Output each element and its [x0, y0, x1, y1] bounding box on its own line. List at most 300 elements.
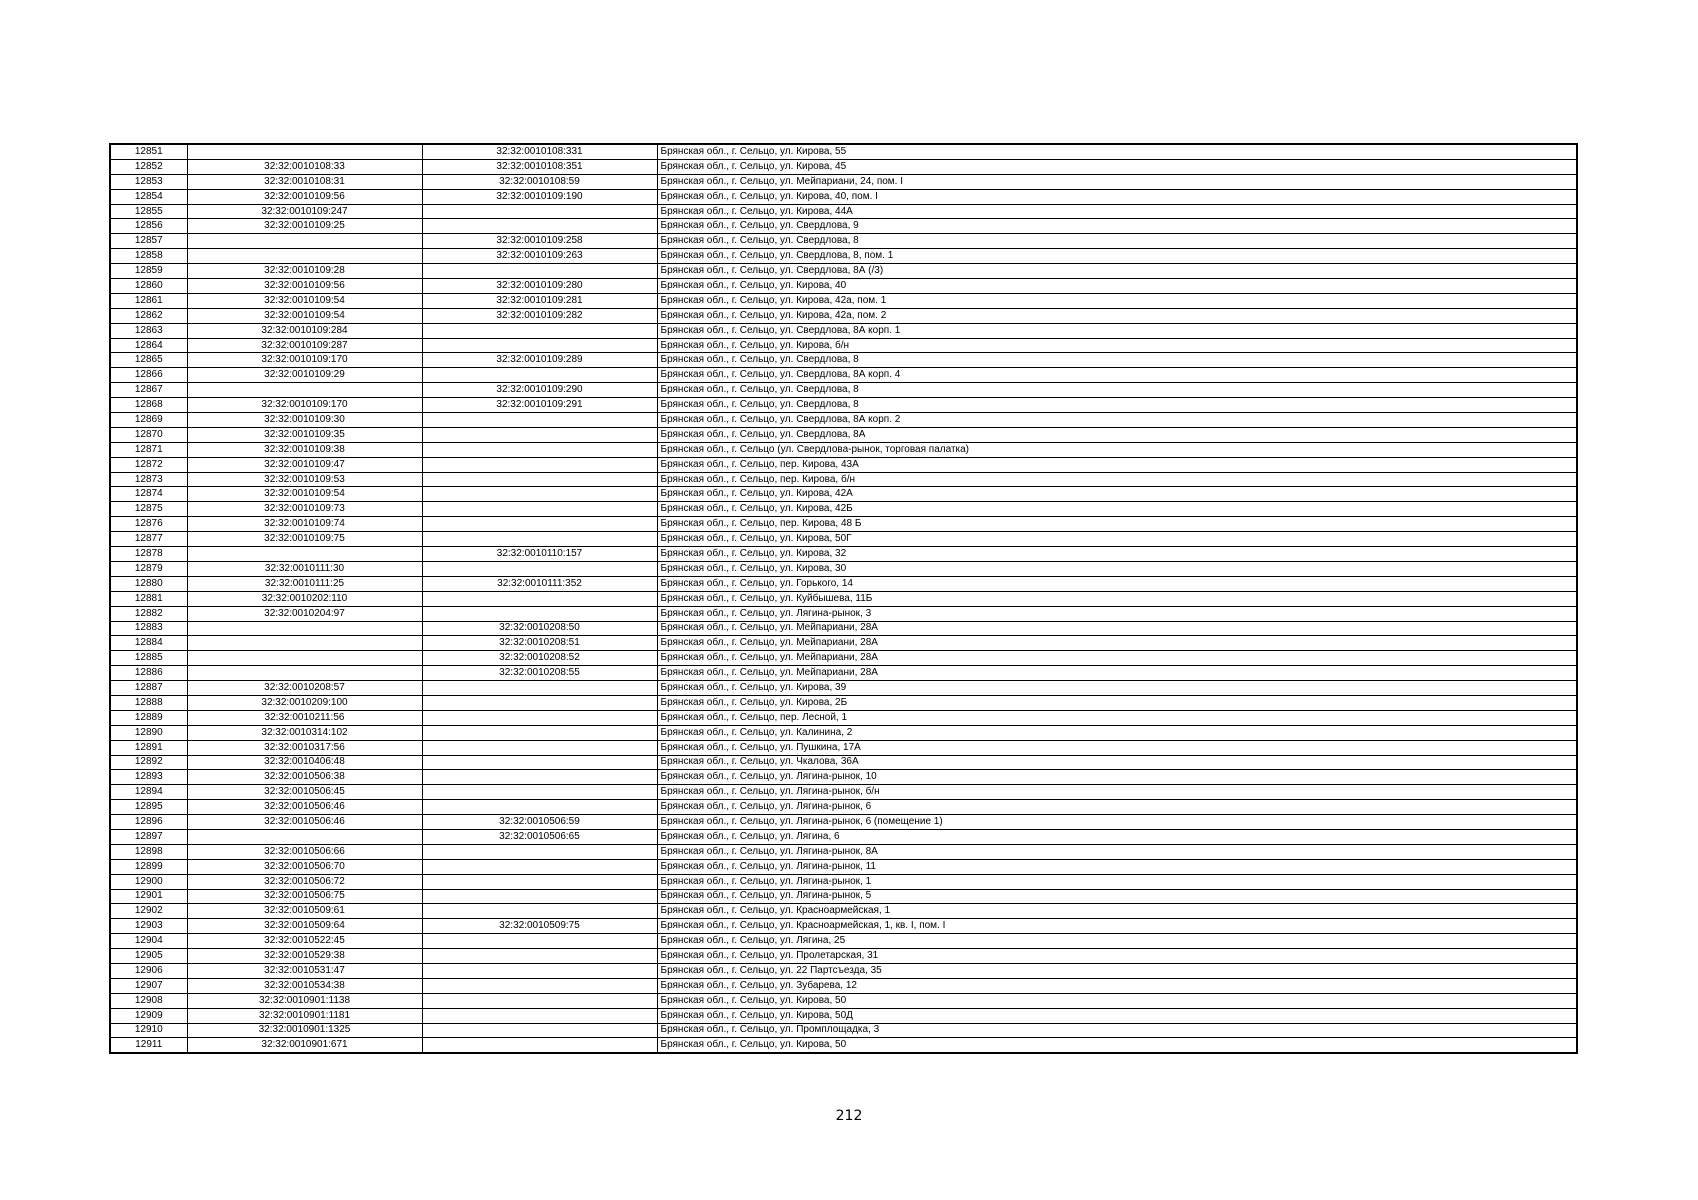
- address-cell: Брянская обл., г. Сельцо, ул. Свердлова, 8: [657, 353, 1577, 368]
- linked-cadastral-number-cell: [422, 264, 657, 279]
- cadastral-number-cell: 32:32:0010111:30: [187, 561, 422, 576]
- table-row: [110, 859, 1577, 874]
- cadastral-number-cell: 32:32:0010109:35: [187, 427, 422, 442]
- table-row: [110, 398, 1577, 413]
- row-number-cell: 12900: [110, 874, 187, 889]
- row-number-cell: 12889: [110, 710, 187, 725]
- address-cell: Брянская обл., г. Сельцо, ул. Кирова, 45: [657, 159, 1577, 174]
- table-row: [110, 502, 1577, 517]
- cadastral-number-cell: 32:32:0010317:56: [187, 740, 422, 755]
- table-row: [110, 770, 1577, 785]
- row-number-cell: 12852: [110, 159, 187, 174]
- table-row: [110, 725, 1577, 740]
- table-row: [110, 472, 1577, 487]
- table-row: [110, 934, 1577, 949]
- row-number-cell: 12886: [110, 666, 187, 681]
- address-cell: Брянская обл., г. Сельцо, ул. Кирова, 2Б: [657, 695, 1577, 710]
- table-row: [110, 532, 1577, 547]
- table-row: [110, 338, 1577, 353]
- row-number-cell: 12861: [110, 293, 187, 308]
- table-row: [110, 561, 1577, 576]
- address-cell: Брянская обл., г. Сельцо, ул. Мейпариани, 28А: [657, 636, 1577, 651]
- cadastral-number-cell: 32:32:0010506:46: [187, 815, 422, 830]
- linked-cadastral-number-cell: [422, 487, 657, 502]
- linked-cadastral-number-cell: [422, 413, 657, 428]
- address-cell: Брянская обл., г. Сельцо, ул. Красноармейская, 1, кв. I, пом. I: [657, 919, 1577, 934]
- address-cell: Брянская обл., г. Сельцо, ул. Кирова, 40: [657, 279, 1577, 294]
- row-number-cell: 12907: [110, 978, 187, 993]
- linked-cadastral-number-cell: 32:32:0010208:52: [422, 651, 657, 666]
- address-cell: Брянская обл., г. Сельцо, ул. Кирова, 44А: [657, 204, 1577, 219]
- row-number-cell: 12868: [110, 398, 187, 413]
- table-row: [110, 517, 1577, 532]
- address-cell: Брянская обл., г. Сельцо, ул. Кирова, 42А: [657, 487, 1577, 502]
- page-number: 212: [835, 1108, 863, 1124]
- row-number-cell: 12883: [110, 621, 187, 636]
- table-row: [110, 1038, 1577, 1053]
- cadastral-number-cell: 32:32:0010506:72: [187, 874, 422, 889]
- linked-cadastral-number-cell: [422, 472, 657, 487]
- linked-cadastral-number-cell: [422, 949, 657, 964]
- row-number-cell: 12909: [110, 1008, 187, 1023]
- address-cell: Брянская обл., г. Сельцо, ул. Красноармейская, 1: [657, 904, 1577, 919]
- table-row: [110, 234, 1577, 249]
- table-row: [110, 219, 1577, 234]
- row-number-cell: 12854: [110, 189, 187, 204]
- linked-cadastral-number-cell: [422, 323, 657, 338]
- cadastral-number-cell: 32:32:0010529:38: [187, 949, 422, 964]
- cadastral-number-cell: 32:32:0010522:45: [187, 934, 422, 949]
- address-cell: Брянская обл., г. Сельцо, ул. Промплощадка, 3: [657, 1023, 1577, 1038]
- cadastral-number-cell: [187, 249, 422, 264]
- address-cell: Брянская обл., г. Сельцо, ул. Свердлова, 9: [657, 219, 1577, 234]
- table-row: [110, 904, 1577, 919]
- cadastral-number-cell: 32:32:0010109:30: [187, 413, 422, 428]
- address-cell: Брянская обл., г. Сельцо, ул. Кирова, 50Д: [657, 1008, 1577, 1023]
- row-number-cell: 12897: [110, 829, 187, 844]
- row-number-cell: 12881: [110, 591, 187, 606]
- cadastral-number-cell: 32:32:0010109:54: [187, 293, 422, 308]
- cadastral-number-cell: 32:32:0010204:97: [187, 606, 422, 621]
- linked-cadastral-number-cell: 32:32:0010111:352: [422, 576, 657, 591]
- address-cell: Брянская обл., г. Сельцо, пер. Кирова, б/н: [657, 472, 1577, 487]
- address-cell: Брянская обл., г. Сельцо, ул. Лягина, 6: [657, 829, 1577, 844]
- address-cell: Брянская обл., г. Сельцо, ул. Лягина-рынок, 11: [657, 859, 1577, 874]
- address-cell: Брянская обл., г. Сельцо, ул. Кирова, 32: [657, 547, 1577, 562]
- cadastral-number-cell: [187, 636, 422, 651]
- cadastral-number-cell: 32:32:0010534:38: [187, 978, 422, 993]
- address-cell: Брянская обл., г. Сельцо, пер. Кирова, 48 Б: [657, 517, 1577, 532]
- address-cell: Брянская обл., г. Сельцо, ул. Кирова, 42а, пом. 2: [657, 308, 1577, 323]
- row-number-cell: 12880: [110, 576, 187, 591]
- cadastral-number-cell: 32:32:0010109:38: [187, 442, 422, 457]
- linked-cadastral-number-cell: [422, 532, 657, 547]
- row-number-cell: 12891: [110, 740, 187, 755]
- linked-cadastral-number-cell: [422, 844, 657, 859]
- row-number-cell: 12862: [110, 308, 187, 323]
- cadastral-number-cell: 32:32:0010314:102: [187, 725, 422, 740]
- table-row: [110, 740, 1577, 755]
- linked-cadastral-number-cell: [422, 978, 657, 993]
- cadastral-number-cell: 32:32:0010109:75: [187, 532, 422, 547]
- address-cell: Брянская обл., г. Сельцо, ул. Лягина-рынок, б/н: [657, 785, 1577, 800]
- table-row: [110, 576, 1577, 591]
- table-row: [110, 621, 1577, 636]
- table-row: [110, 264, 1577, 279]
- cadastral-number-cell: 32:32:0010108:33: [187, 159, 422, 174]
- address-cell: Брянская обл., г. Сельцо, ул. Чкалова, 36А: [657, 755, 1577, 770]
- linked-cadastral-number-cell: 32:32:0010109:289: [422, 353, 657, 368]
- cadastral-number-cell: 32:32:0010109:170: [187, 398, 422, 413]
- registry-table-body: [110, 144, 1577, 1053]
- table-row: [110, 800, 1577, 815]
- row-number-cell: 12860: [110, 279, 187, 294]
- cadastral-number-cell: 32:32:0010531:47: [187, 963, 422, 978]
- linked-cadastral-number-cell: [422, 204, 657, 219]
- cadastral-number-cell: 32:32:0010109:170: [187, 353, 422, 368]
- linked-cadastral-number-cell: 32:32:0010109:282: [422, 308, 657, 323]
- linked-cadastral-number-cell: [422, 785, 657, 800]
- address-cell: Брянская обл., г. Сельцо, ул. Кирова, 42Б: [657, 502, 1577, 517]
- cadastral-number-cell: 32:32:0010506:38: [187, 770, 422, 785]
- linked-cadastral-number-cell: [422, 889, 657, 904]
- linked-cadastral-number-cell: [422, 338, 657, 353]
- address-cell: Брянская обл., г. Сельцо, ул. Мейпариани, 28А: [657, 666, 1577, 681]
- linked-cadastral-number-cell: [422, 1008, 657, 1023]
- table-row: [110, 174, 1577, 189]
- cadastral-number-cell: 32:32:0010109:29: [187, 368, 422, 383]
- row-number-cell: 12871: [110, 442, 187, 457]
- row-number-cell: 12872: [110, 457, 187, 472]
- linked-cadastral-number-cell: 32:32:0010109:263: [422, 249, 657, 264]
- table-row: [110, 681, 1577, 696]
- cadastral-number-cell: 32:32:0010109:54: [187, 487, 422, 502]
- address-cell: Брянская обл., г. Сельцо, ул. Кирова, 42а, пом. 1: [657, 293, 1577, 308]
- row-number-cell: 12870: [110, 427, 187, 442]
- table-row: [110, 755, 1577, 770]
- cadastral-number-cell: 32:32:0010506:66: [187, 844, 422, 859]
- row-number-cell: 12877: [110, 532, 187, 547]
- row-number-cell: 12908: [110, 993, 187, 1008]
- table-row: [110, 204, 1577, 219]
- table-row: [110, 249, 1577, 264]
- row-number-cell: 12904: [110, 934, 187, 949]
- address-cell: Брянская обл., г. Сельцо, ул. Свердлова, 8: [657, 383, 1577, 398]
- row-number-cell: 12869: [110, 413, 187, 428]
- row-number-cell: 12884: [110, 636, 187, 651]
- cadastral-number-cell: 32:32:0010109:247: [187, 204, 422, 219]
- cadastral-number-cell: 32:32:0010901:671: [187, 1038, 422, 1053]
- cadastral-number-cell: 32:32:0010211:56: [187, 710, 422, 725]
- address-cell: Брянская обл., г. Сельцо, ул. Куйбышева, 11Б: [657, 591, 1577, 606]
- linked-cadastral-number-cell: 32:32:0010509:75: [422, 919, 657, 934]
- linked-cadastral-number-cell: 32:32:0010109:258: [422, 234, 657, 249]
- linked-cadastral-number-cell: [422, 1023, 657, 1038]
- row-number-cell: 12867: [110, 383, 187, 398]
- cadastral-number-cell: 32:32:0010208:57: [187, 681, 422, 696]
- linked-cadastral-number-cell: 32:32:0010506:59: [422, 815, 657, 830]
- row-number-cell: 12873: [110, 472, 187, 487]
- linked-cadastral-number-cell: [422, 219, 657, 234]
- cadastral-number-cell: [187, 621, 422, 636]
- cadastral-number-cell: 32:32:0010506:70: [187, 859, 422, 874]
- linked-cadastral-number-cell: [422, 427, 657, 442]
- address-cell: Брянская обл., г. Сельцо, ул. Свердлова, 8А корп. 2: [657, 413, 1577, 428]
- cadastral-number-cell: [187, 547, 422, 562]
- row-number-cell: 12875: [110, 502, 187, 517]
- cadastral-number-cell: 32:32:0010901:1181: [187, 1008, 422, 1023]
- table-row: [110, 978, 1577, 993]
- row-number-cell: 12905: [110, 949, 187, 964]
- row-number-cell: 12894: [110, 785, 187, 800]
- table-row: [110, 606, 1577, 621]
- address-cell: Брянская обл., г. Сельцо, ул. Лягина-рынок, 3: [657, 606, 1577, 621]
- address-cell: Брянская обл., г. Сельцо, ул. Кирова, 50: [657, 993, 1577, 1008]
- row-number-cell: 12896: [110, 815, 187, 830]
- table-row: [110, 353, 1577, 368]
- table-row: [110, 785, 1577, 800]
- linked-cadastral-number-cell: 32:32:0010109:291: [422, 398, 657, 413]
- linked-cadastral-number-cell: [422, 740, 657, 755]
- row-number-cell: 12855: [110, 204, 187, 219]
- table-row: [110, 547, 1577, 562]
- table-row: [110, 949, 1577, 964]
- address-cell: Брянская обл., г. Сельцо, ул. Пролетарская, 31: [657, 949, 1577, 964]
- address-cell: Брянская обл., г. Сельцо, ул. Свердлова, 8А корп. 1: [657, 323, 1577, 338]
- address-cell: Брянская обл., г. Сельцо, ул. Свердлова, 8: [657, 398, 1577, 413]
- table-row: [110, 1008, 1577, 1023]
- linked-cadastral-number-cell: [422, 1038, 657, 1053]
- address-cell: Брянская обл., г. Сельцо, ул. Свердлова, 8А: [657, 427, 1577, 442]
- address-cell: Брянская обл., г. Сельцо, ул. Свердлова, 8А (/3): [657, 264, 1577, 279]
- linked-cadastral-number-cell: [422, 591, 657, 606]
- linked-cadastral-number-cell: [422, 457, 657, 472]
- cadastral-number-cell: 32:32:0010109:73: [187, 502, 422, 517]
- cadastral-number-cell: [187, 651, 422, 666]
- cadastral-number-cell: 32:32:0010109:284: [187, 323, 422, 338]
- table-row: [110, 815, 1577, 830]
- table-row: [110, 413, 1577, 428]
- table-row: [110, 1023, 1577, 1038]
- row-number-cell: 12887: [110, 681, 187, 696]
- row-number-cell: 12890: [110, 725, 187, 740]
- row-number-cell: 12898: [110, 844, 187, 859]
- cadastral-number-cell: [187, 829, 422, 844]
- address-cell: Брянская обл., г. Сельцо, ул. Кирова, б/н: [657, 338, 1577, 353]
- cadastral-number-cell: 32:32:0010109:56: [187, 189, 422, 204]
- cadastral-number-cell: 32:32:0010901:1138: [187, 993, 422, 1008]
- linked-cadastral-number-cell: [422, 606, 657, 621]
- address-cell: Брянская обл., г. Сельцо, ул. Кирова, 50: [657, 1038, 1577, 1053]
- cadastral-number-cell: [187, 666, 422, 681]
- cadastral-number-cell: 32:32:0010509:64: [187, 919, 422, 934]
- linked-cadastral-number-cell: 32:32:0010110:157: [422, 547, 657, 562]
- address-cell: Брянская обл., г. Сельцо, ул. 22 Партсъезда, 35: [657, 963, 1577, 978]
- address-cell: Брянская обл., г. Сельцо, ул. Лягина-рынок, 6: [657, 800, 1577, 815]
- address-cell: Брянская обл., г. Сельцо, ул. Горького, 14: [657, 576, 1577, 591]
- table-row: [110, 457, 1577, 472]
- address-cell: Брянская обл., г. Сельцо, ул. Лягина-рынок, 1: [657, 874, 1577, 889]
- address-cell: Брянская обл., г. Сельцо, ул. Лягина-рынок, 5: [657, 889, 1577, 904]
- row-number-cell: 12910: [110, 1023, 187, 1038]
- address-cell: Брянская обл., г. Сельцо, пер. Лесной, 1: [657, 710, 1577, 725]
- cadastral-number-cell: [187, 234, 422, 249]
- linked-cadastral-number-cell: [422, 770, 657, 785]
- table-row: [110, 666, 1577, 681]
- row-number-cell: 12856: [110, 219, 187, 234]
- table-row: [110, 591, 1577, 606]
- linked-cadastral-number-cell: 32:32:0010108:351: [422, 159, 657, 174]
- linked-cadastral-number-cell: [422, 681, 657, 696]
- linked-cadastral-number-cell: [422, 561, 657, 576]
- row-number-cell: 12878: [110, 547, 187, 562]
- linked-cadastral-number-cell: 32:32:0010109:280: [422, 279, 657, 294]
- address-cell: Брянская обл., г. Сельцо, ул. Кирова, 39: [657, 681, 1577, 696]
- cadastral-number-cell: 32:32:0010506:45: [187, 785, 422, 800]
- address-cell: Брянская обл., г. Сельцо, ул. Лягина-рынок, 8А: [657, 844, 1577, 859]
- table-row: [110, 144, 1577, 159]
- cadastral-number-cell: 32:32:0010109:25: [187, 219, 422, 234]
- cadastral-number-cell: 32:32:0010506:75: [187, 889, 422, 904]
- address-cell: Брянская обл., г. Сельцо, ул. Свердлова, 8, пом. 1: [657, 249, 1577, 264]
- linked-cadastral-number-cell: [422, 963, 657, 978]
- row-number-cell: 12899: [110, 859, 187, 874]
- address-cell: Брянская обл., г. Сельцо, ул. Лягина, 25: [657, 934, 1577, 949]
- row-number-cell: 12882: [110, 606, 187, 621]
- table-row: [110, 889, 1577, 904]
- linked-cadastral-number-cell: [422, 725, 657, 740]
- cadastral-number-cell: 32:32:0010109:54: [187, 308, 422, 323]
- row-number-cell: 12853: [110, 174, 187, 189]
- row-number-cell: 12863: [110, 323, 187, 338]
- linked-cadastral-number-cell: [422, 859, 657, 874]
- cadastral-number-cell: 32:32:0010109:287: [187, 338, 422, 353]
- row-number-cell: 12857: [110, 234, 187, 249]
- address-cell: Брянская обл., г. Сельцо, ул. Калинина, 2: [657, 725, 1577, 740]
- linked-cadastral-number-cell: 32:32:0010109:290: [422, 383, 657, 398]
- table-row: [110, 279, 1577, 294]
- linked-cadastral-number-cell: [422, 442, 657, 457]
- table-row: [110, 844, 1577, 859]
- linked-cadastral-number-cell: 32:32:0010108:59: [422, 174, 657, 189]
- cadastral-number-cell: 32:32:0010109:53: [187, 472, 422, 487]
- table-row: [110, 487, 1577, 502]
- table-row: [110, 323, 1577, 338]
- table-row: [110, 710, 1577, 725]
- linked-cadastral-number-cell: [422, 695, 657, 710]
- cadastral-number-cell: [187, 144, 422, 159]
- linked-cadastral-number-cell: [422, 368, 657, 383]
- row-number-cell: 12858: [110, 249, 187, 264]
- table-row: [110, 695, 1577, 710]
- cadastral-number-cell: 32:32:0010202:110: [187, 591, 422, 606]
- linked-cadastral-number-cell: 32:32:0010506:65: [422, 829, 657, 844]
- row-number-cell: 12851: [110, 144, 187, 159]
- table-row: [110, 874, 1577, 889]
- table-row: [110, 651, 1577, 666]
- linked-cadastral-number-cell: 32:32:0010109:190: [422, 189, 657, 204]
- linked-cadastral-number-cell: 32:32:0010108:331: [422, 144, 657, 159]
- linked-cadastral-number-cell: [422, 710, 657, 725]
- address-cell: Брянская обл., г. Сельцо, ул. Мейпариани, 24, пом. I: [657, 174, 1577, 189]
- cadastral-number-cell: 32:32:0010109:47: [187, 457, 422, 472]
- cadastral-number-cell: 32:32:0010901:1325: [187, 1023, 422, 1038]
- address-cell: Брянская обл., г. Сельцо, ул. Лягина-рынок, 10: [657, 770, 1577, 785]
- cadastral-number-cell: [187, 383, 422, 398]
- linked-cadastral-number-cell: [422, 874, 657, 889]
- row-number-cell: 12874: [110, 487, 187, 502]
- linked-cadastral-number-cell: [422, 502, 657, 517]
- row-number-cell: 12893: [110, 770, 187, 785]
- cadastral-number-cell: 32:32:0010109:56: [187, 279, 422, 294]
- row-number-cell: 12866: [110, 368, 187, 383]
- row-number-cell: 12901: [110, 889, 187, 904]
- linked-cadastral-number-cell: 32:32:0010109:281: [422, 293, 657, 308]
- cadastral-number-cell: 32:32:0010108:31: [187, 174, 422, 189]
- row-number-cell: 12892: [110, 755, 187, 770]
- row-number-cell: 12902: [110, 904, 187, 919]
- table-row: [110, 159, 1577, 174]
- row-number-cell: 12906: [110, 963, 187, 978]
- cadastral-number-cell: 32:32:0010109:28: [187, 264, 422, 279]
- table-row: [110, 829, 1577, 844]
- table-row: [110, 919, 1577, 934]
- row-number-cell: 12876: [110, 517, 187, 532]
- table-row: [110, 427, 1577, 442]
- table-row: [110, 442, 1577, 457]
- linked-cadastral-number-cell: 32:32:0010208:51: [422, 636, 657, 651]
- address-cell: Брянская обл., г. Сельцо (ул. Свердлова-рынок, торговая палатка): [657, 442, 1577, 457]
- row-number-cell: 12888: [110, 695, 187, 710]
- table-row: [110, 189, 1577, 204]
- registry-table: [109, 143, 1578, 1054]
- table-row: [110, 963, 1577, 978]
- address-cell: Брянская обл., г. Сельцо, ул. Зубарева, 12: [657, 978, 1577, 993]
- cadastral-number-cell: 32:32:0010506:46: [187, 800, 422, 815]
- row-number-cell: 12859: [110, 264, 187, 279]
- linked-cadastral-number-cell: [422, 904, 657, 919]
- address-cell: Брянская обл., г. Сельцо, ул. Пушкина, 17А: [657, 740, 1577, 755]
- address-cell: Брянская обл., г. Сельцо, ул. Кирова, 50Г: [657, 532, 1577, 547]
- address-cell: Брянская обл., г. Сельцо, ул. Кирова, 30: [657, 561, 1577, 576]
- cadastral-number-cell: 32:32:0010111:25: [187, 576, 422, 591]
- row-number-cell: 12895: [110, 800, 187, 815]
- table-row: [110, 293, 1577, 308]
- row-number-cell: 12903: [110, 919, 187, 934]
- row-number-cell: 12864: [110, 338, 187, 353]
- table-row: [110, 383, 1577, 398]
- table-row: [110, 636, 1577, 651]
- linked-cadastral-number-cell: 32:32:0010208:55: [422, 666, 657, 681]
- linked-cadastral-number-cell: [422, 755, 657, 770]
- address-cell: Брянская обл., г. Сельцо, ул. Кирова, 40, пом. I: [657, 189, 1577, 204]
- linked-cadastral-number-cell: [422, 517, 657, 532]
- row-number-cell: 12885: [110, 651, 187, 666]
- table-row: [110, 308, 1577, 323]
- cadastral-number-cell: 32:32:0010209:100: [187, 695, 422, 710]
- row-number-cell: 12879: [110, 561, 187, 576]
- cadastral-number-cell: 32:32:0010109:74: [187, 517, 422, 532]
- table-row: [110, 993, 1577, 1008]
- row-number-cell: 12911: [110, 1038, 187, 1053]
- linked-cadastral-number-cell: 32:32:0010208:50: [422, 621, 657, 636]
- table-row: [110, 368, 1577, 383]
- address-cell: Брянская обл., г. Сельцо, ул. Мейпариани, 28А: [657, 621, 1577, 636]
- row-number-cell: 12865: [110, 353, 187, 368]
- address-cell: Брянская обл., г. Сельцо, пер. Кирова, 43А: [657, 457, 1577, 472]
- cadastral-number-cell: 32:32:0010406:48: [187, 755, 422, 770]
- address-cell: Брянская обл., г. Сельцо, ул. Мейпариани, 28А: [657, 651, 1577, 666]
